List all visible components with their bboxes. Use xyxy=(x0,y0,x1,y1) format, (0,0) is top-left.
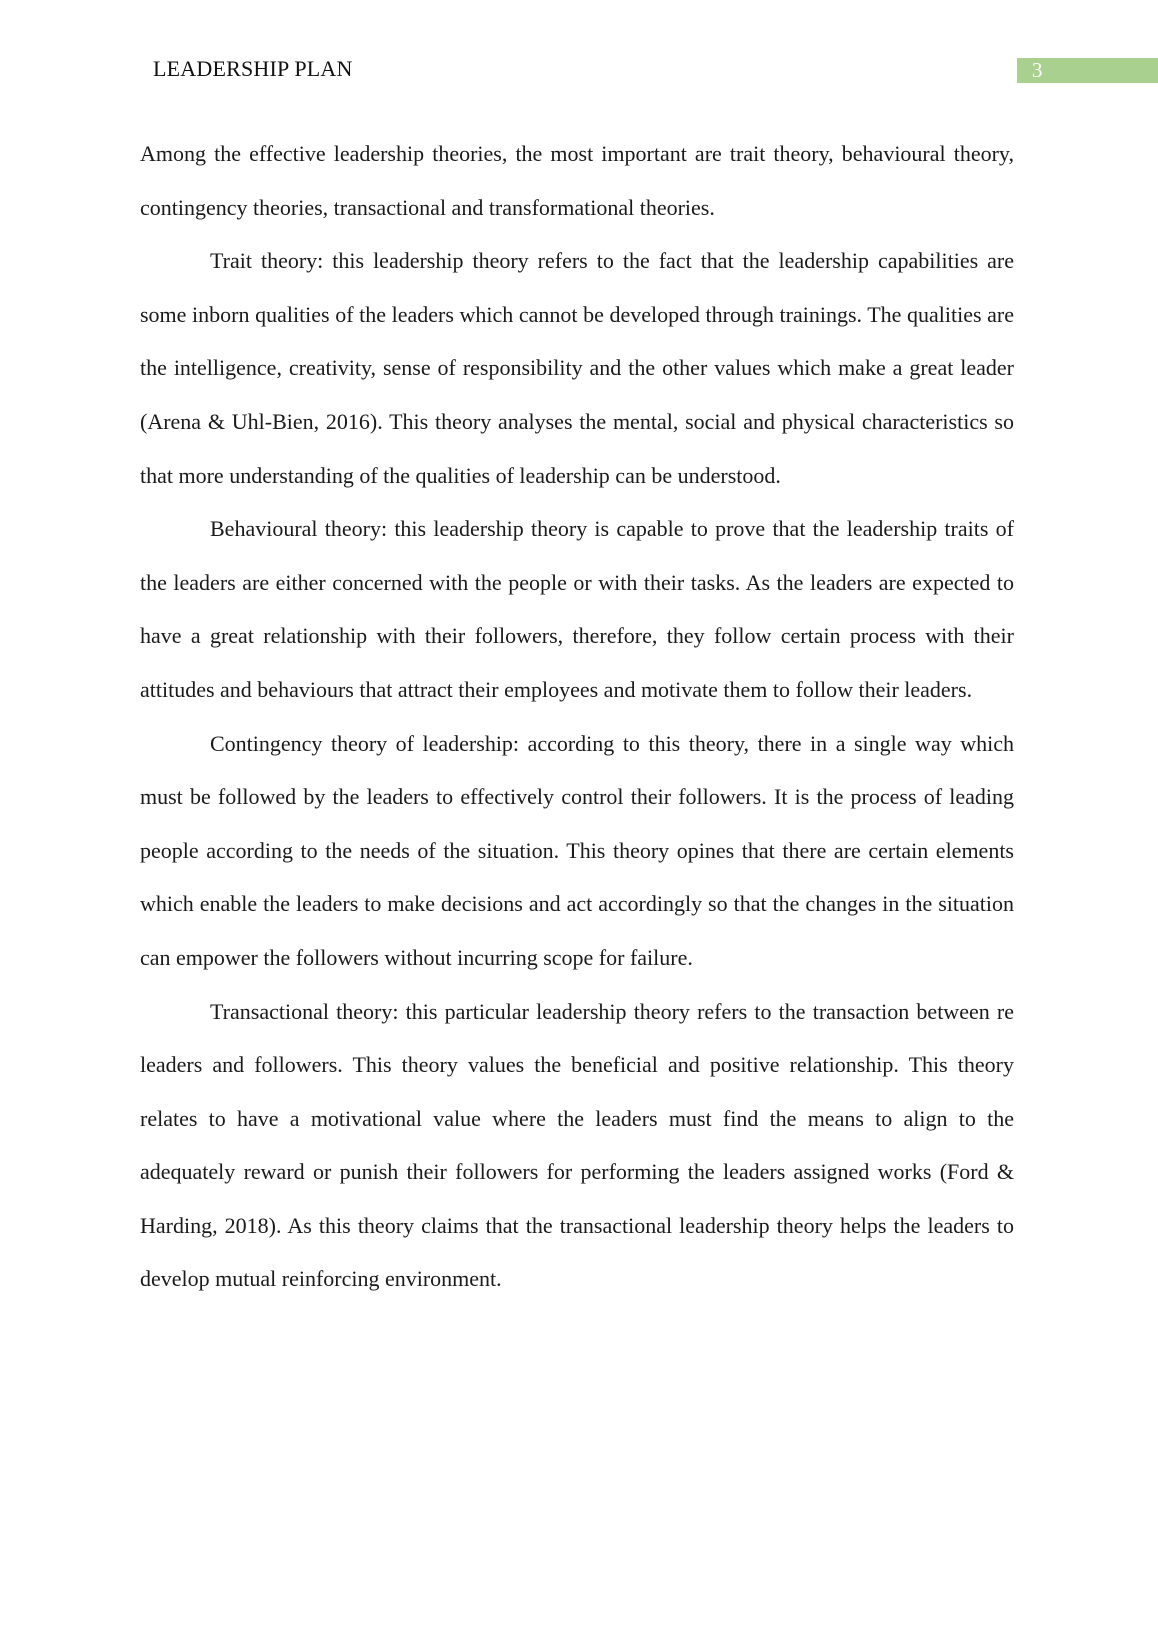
paragraph-intro: Among the effective leadership theories, the most important are trait theory, behavioural theory, contingency theories, transactional and transformational theories. xyxy=(140,141,1014,220)
running-head: LEADERSHIP PLAN xyxy=(153,56,353,81)
paragraph-contingency-theory: Contingency theory of leadership: according to this theory, there in a single way which must be followed by the leaders to effectively control their followers. It is the process of leading people according to the needs of the situation. This theory opines that there are certain elements which enable the leaders to make decisions and act accordingly so that the changes in the situation can empower the followers without incurring scope for failure. xyxy=(140,730,1014,970)
paragraph-trait-theory: Trait theory: this leadership theory refers to the fact that the leadership capabilities are some inborn qualities of the leaders which cannot be developed through trainings. The qualities are the intelligence, creativity, sense of responsibility and the other values which make a great leader (Arena & Uhl-Bien, 2016). This theory analyses the mental, social and physical characteristics so that more understanding of the qualities of leadership can be understood. xyxy=(140,248,1014,488)
paragraph-transactional-theory: Transactional theory: this particular leadership theory refers to the transaction between re leaders and followers. This theory values the beneficial and positive relationship. This theory relates to have a motivational value where the leaders must find the means to align to the adequately reward or punish their followers for performing the leaders assigned works (Ford & Harding, 2018). As this theory claims that the transactional leadership theory helps the leaders to develop mutual reinforcing environment. xyxy=(140,998,1014,1292)
document-body xyxy=(140,127,1014,1306)
page-number: 3 xyxy=(1032,58,1043,82)
page-number-badge xyxy=(1017,58,1158,83)
paragraph-behavioural-theory: Behavioural theory: this leadership theory is capable to prove that the leadership traits of the leaders are either concerned with the people or with their tasks. As the leaders are expected to have a great relationship with their followers, therefore, they follow certain process with their attitudes and behaviours that attract their employees and motivate them to follow their leaders. xyxy=(140,516,1014,702)
